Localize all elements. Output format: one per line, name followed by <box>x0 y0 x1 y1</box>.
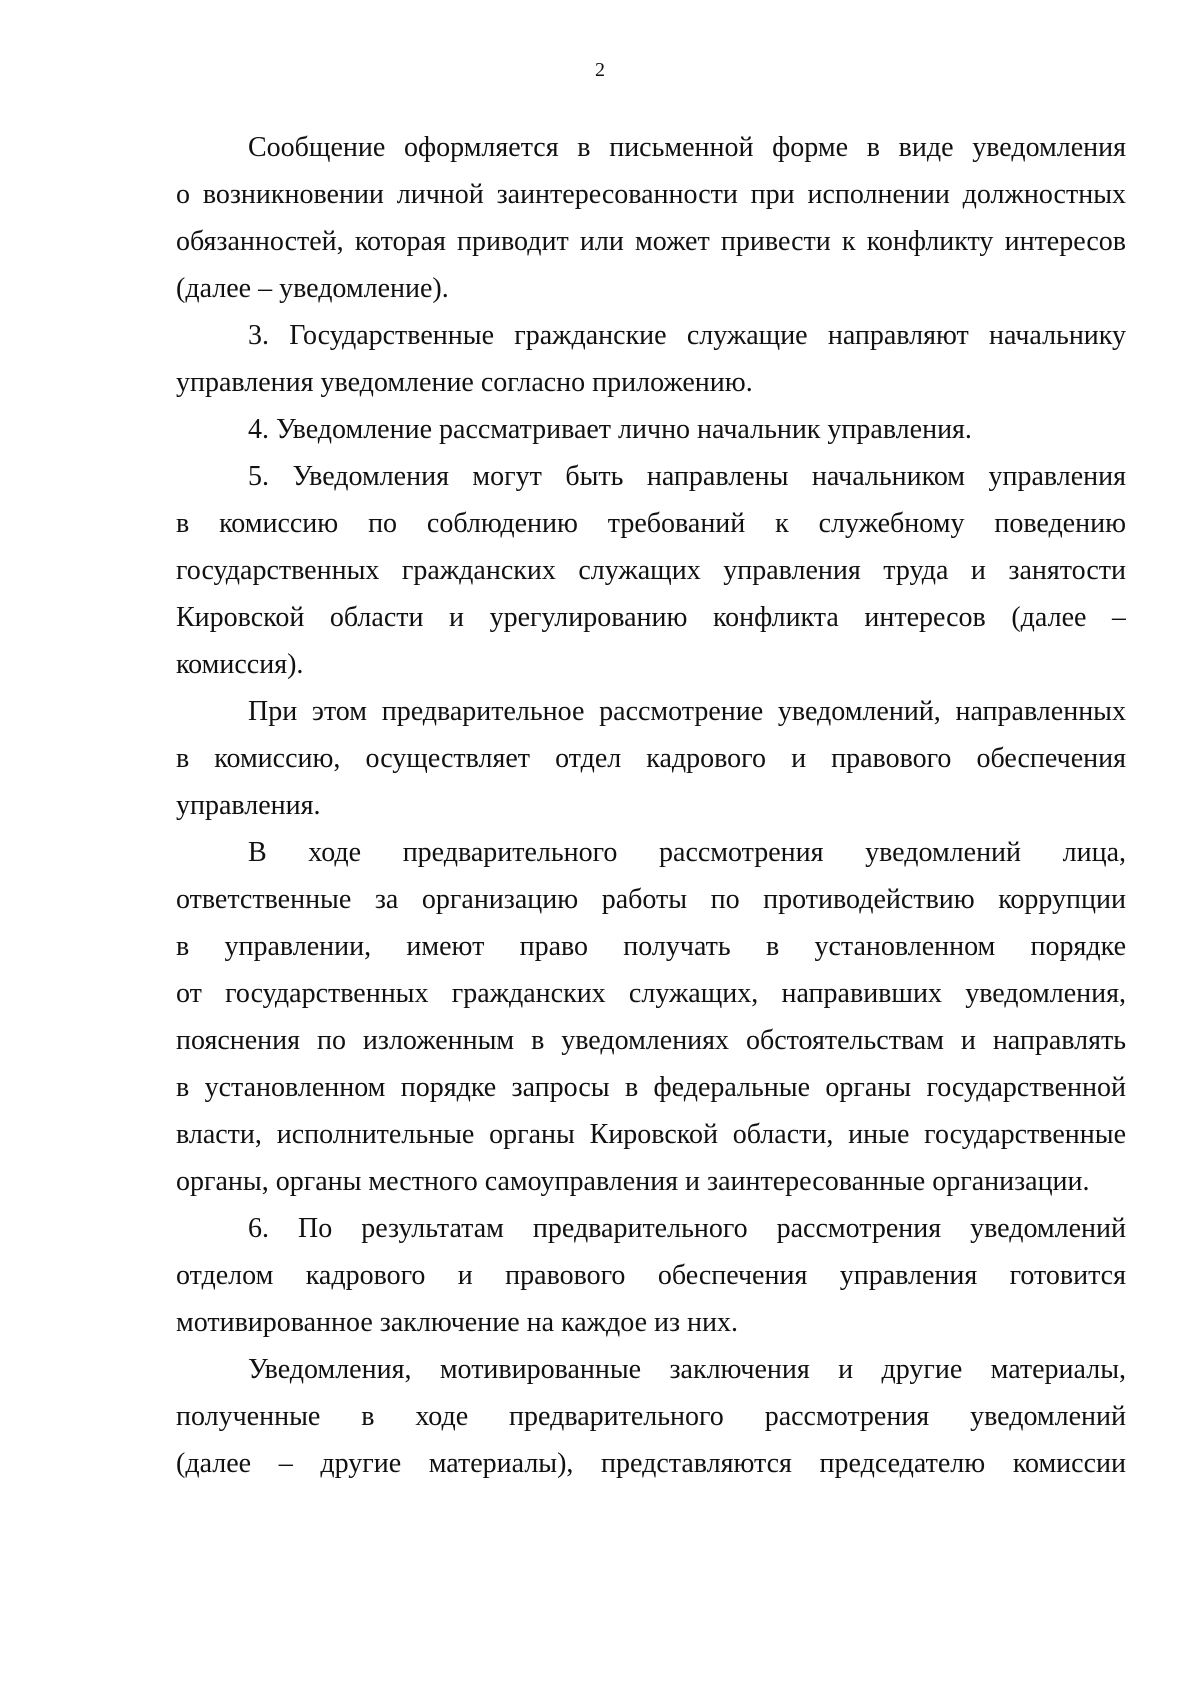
text-line: в установленном порядке запросы в федеральные органы государственной <box>176 1072 1126 1103</box>
text-line: управления. <box>176 790 321 821</box>
text-line: в управлении, имеют право получать в установленном порядке <box>176 931 1126 962</box>
text-line: 4. Уведомление рассматривает лично начальник управления. <box>248 414 972 445</box>
text-line: Кировской области и урегулированию конфликта интересов (далее – <box>176 602 1126 633</box>
text-line: в комиссию по соблюдению требований к служебному поведению <box>176 508 1126 539</box>
text-line: в комиссию, осуществляет отдел кадрового и правового обеспечения <box>176 743 1126 774</box>
text-line: о возникновении личной заинтересованности при исполнении должностных <box>176 179 1126 210</box>
page-number: 2 <box>595 59 605 81</box>
text-line: управления уведомление согласно приложению. <box>176 367 753 398</box>
paragraph-notification-form <box>176 124 1126 312</box>
text-line: полученные в ходе предварительного рассмотрения уведомлений <box>176 1401 1126 1432</box>
text-line: государственных гражданских служащих управления труда и занятости <box>176 555 1126 586</box>
text-line: мотивированное заключение на каждое из них. <box>176 1307 739 1338</box>
paragraph-item-5 <box>176 453 1126 688</box>
text-line: (далее – другие материалы), представляются председателю комиссии <box>176 1448 1126 1479</box>
text-line: 5. Уведомления могут быть направлены начальником управления <box>248 461 1126 492</box>
text-line: от государственных гражданских служащих, направивших уведомления, <box>176 978 1126 1009</box>
text-line: Уведомления, мотивированные заключения и другие материалы, <box>248 1354 1126 1385</box>
paragraph-preliminary-review <box>176 688 1126 829</box>
text-line: В ходе предварительного рассмотрения уведомлений лица, <box>248 837 1126 868</box>
text-line: ответственные за организацию работы по противодействию коррупции <box>176 884 1126 915</box>
paragraph-item-3 <box>176 312 1126 406</box>
text-line: 6. По результатам предварительного рассмотрения уведомлений <box>248 1213 1126 1244</box>
text-line: (далее – уведомление). <box>176 273 449 304</box>
paragraph-item-4 <box>176 406 1126 453</box>
text-line: 3. Государственные гражданские служащие направляют начальнику <box>248 320 1126 351</box>
text-line: Сообщение оформляется в письменной форме в виде уведомления <box>248 132 1126 163</box>
text-line: власти, исполнительные органы Кировской области, иные государственные <box>176 1119 1126 1150</box>
text-line: комиссия). <box>176 649 304 680</box>
paragraph-item-6 <box>176 1205 1126 1346</box>
text-line: отделом кадрового и правового обеспечения управления готовится <box>176 1260 1126 1291</box>
text-line: обязанностей, которая приводит или может привести к конфликту интересов <box>176 226 1126 257</box>
paragraph-review-rights <box>176 829 1126 1205</box>
text-line: органы, органы местного самоуправления и заинтересованные организации. <box>176 1166 1090 1197</box>
text-line: При этом предварительное рассмотрение уведомлений, направленных <box>248 696 1126 727</box>
document-body <box>176 124 1126 1487</box>
text-line: пояснения по изложенным в уведомлениях обстоятельствам и направлять <box>176 1025 1126 1056</box>
paragraph-materials <box>176 1346 1126 1487</box>
